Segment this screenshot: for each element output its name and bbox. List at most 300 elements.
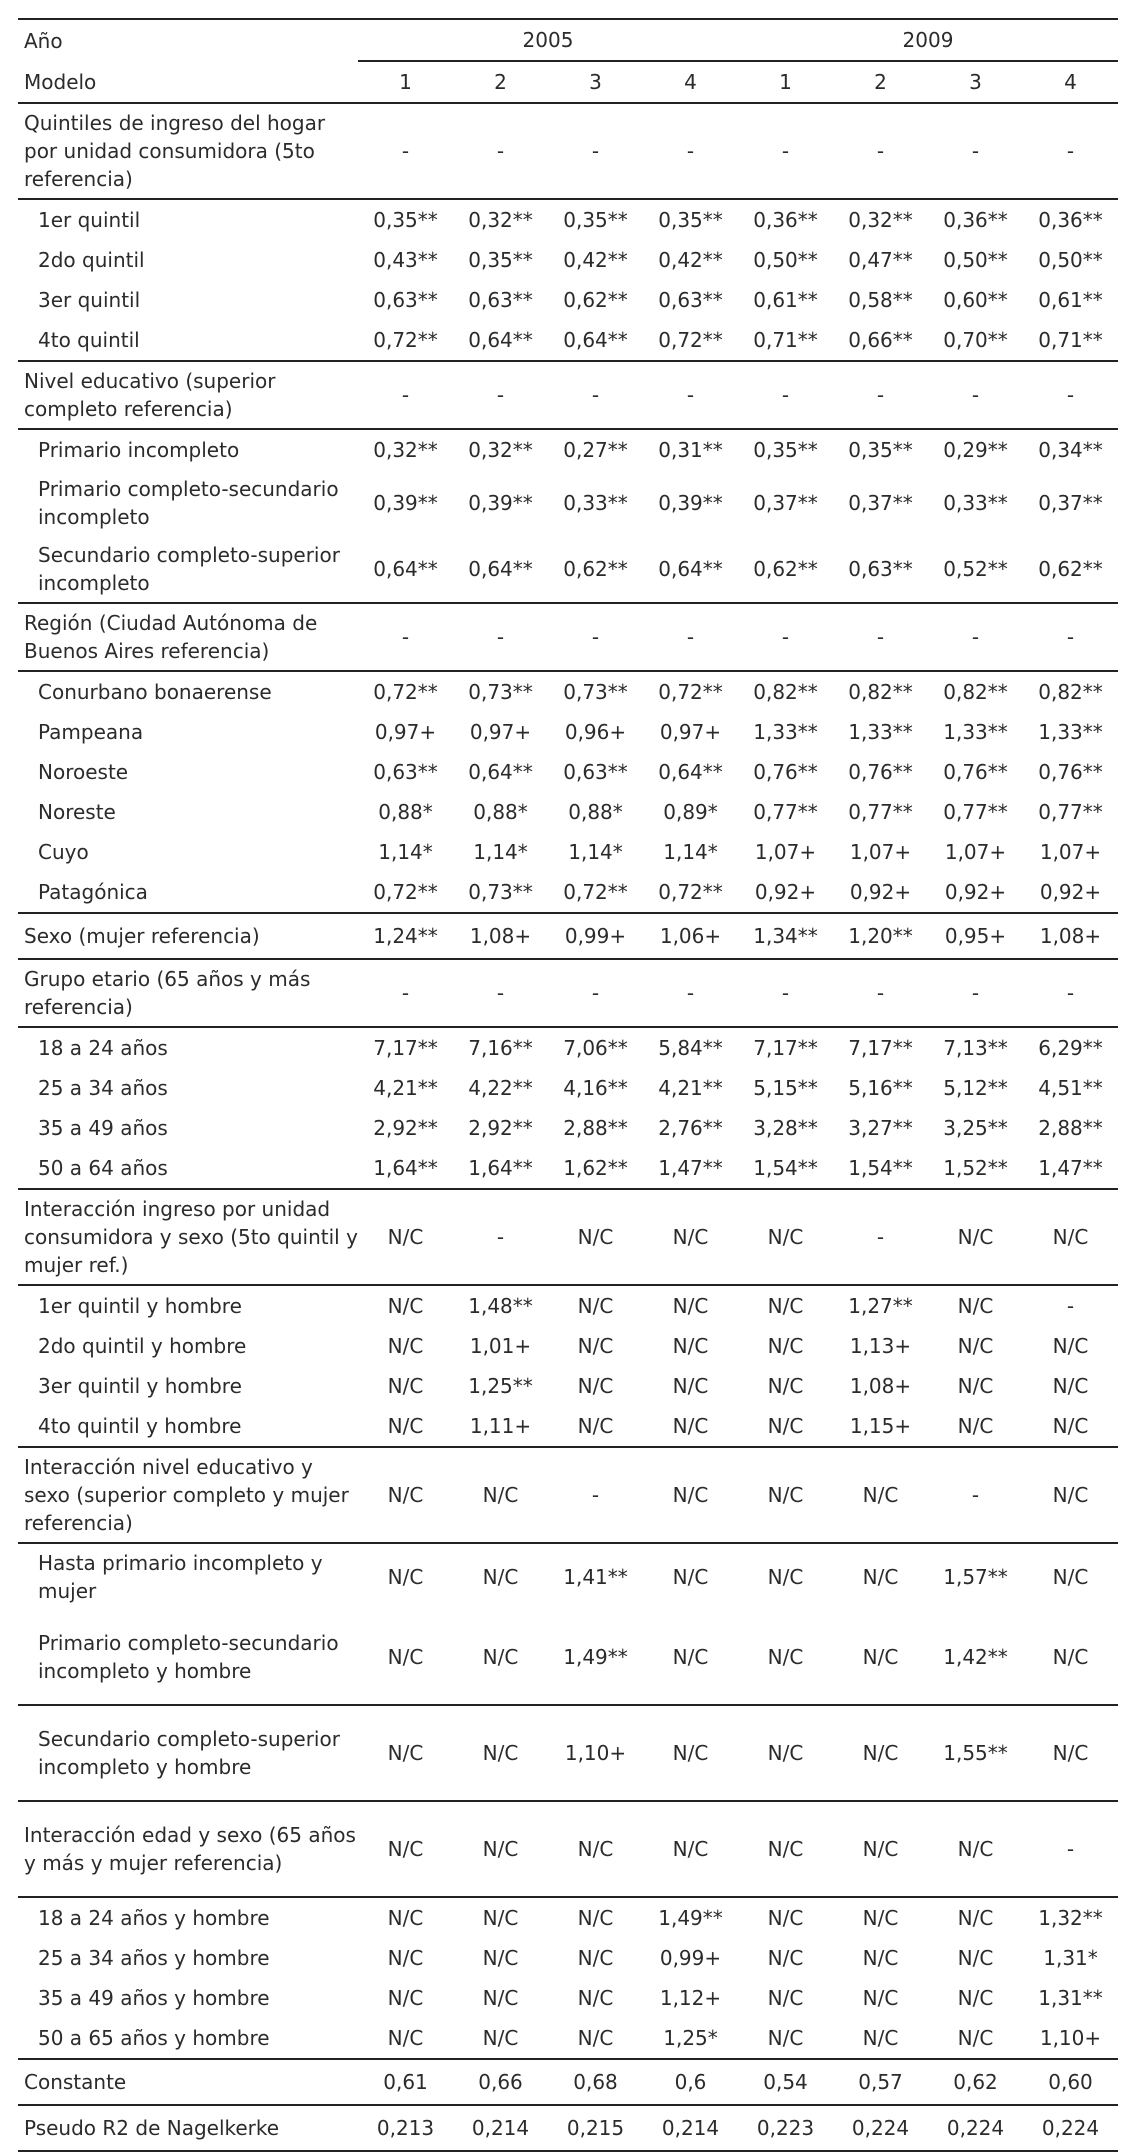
value-cell: 0,35** (373, 208, 438, 232)
table-row (18, 959, 1118, 1027)
value-cell: N/C (928, 1801, 1023, 1897)
value-cell: 3,28** (753, 1116, 818, 1140)
value-cell: 0,36** (753, 208, 818, 232)
value-cell: - (738, 959, 833, 1027)
table-row (18, 1148, 1118, 1189)
row-label: 35 a 49 años y hombre (38, 1986, 270, 2010)
value-cell: 0,77** (753, 800, 818, 824)
value-cell: 0,35** (468, 248, 533, 272)
value-cell: 0,33** (563, 491, 628, 515)
value-cell: - (833, 603, 928, 671)
table-row (18, 872, 1118, 913)
value-cell: N/C (767, 1986, 804, 2010)
value-cell: 1,01+ (469, 1334, 532, 1358)
value-cell: N/C (1023, 1447, 1118, 1543)
value-cell: - (548, 361, 643, 429)
value-cell: N/C (482, 1565, 519, 1589)
value-cell: 5,84** (658, 1036, 723, 1060)
value-cell: 1,49** (658, 1906, 723, 1930)
value-cell: N/C (767, 1906, 804, 1930)
value-cell: 0,60** (943, 288, 1008, 312)
table-row (18, 536, 1118, 603)
value-cell: N/C (928, 2018, 1023, 2059)
value-cell: 2,88** (563, 1116, 628, 1140)
row-label: Noreste (38, 800, 116, 824)
value-cell: 3,27** (848, 1116, 913, 1140)
row-label: 4to quintil y hombre (18, 1406, 358, 1447)
value-cell: N/C (862, 1565, 899, 1589)
table-row (18, 1801, 1118, 1897)
value-cell: 0,214 (453, 2105, 548, 2151)
value-cell: - (358, 103, 453, 199)
value-cell: 0,64** (658, 760, 723, 784)
value-cell: 0,62** (1023, 536, 1118, 603)
value-cell: 1,27** (848, 1294, 913, 1318)
value-cell: N/C (577, 1946, 614, 1970)
value-cell: N/C (672, 1294, 709, 1318)
value-cell: N/C (862, 1906, 899, 1930)
row-label: Interacción ingreso por unidad consumidora y sexo (5to quintil y mujer ref.) (18, 1189, 358, 1285)
value-cell: 1,08+ (849, 1374, 912, 1398)
model-header: 1 (738, 61, 833, 103)
value-cell: 7,16** (468, 1036, 533, 1060)
value-cell: N/C (358, 1447, 453, 1543)
value-cell: 0,35** (753, 438, 818, 462)
value-cell: 1,24** (358, 913, 453, 959)
value-cell: N/C (833, 1705, 928, 1801)
table-row (18, 280, 1118, 320)
value-cell: 0,88* (378, 800, 433, 824)
row-label: 3er quintil y hombre (38, 1374, 242, 1398)
value-cell: 0,63** (658, 288, 723, 312)
year-label: Año (18, 19, 358, 61)
value-cell: N/C (738, 1447, 833, 1543)
row-label: Secundario completo-superior incompleto y hombre (18, 1705, 358, 1801)
value-cell: N/C (833, 1447, 928, 1543)
value-cell: N/C (358, 1189, 453, 1285)
value-cell: N/C (738, 1801, 833, 1897)
value-cell: N/C (643, 1406, 738, 1447)
value-cell: - (1066, 1294, 1075, 1318)
value-cell: N/C (577, 1294, 614, 1318)
value-cell: 0,47** (848, 248, 913, 272)
value-cell: N/C (738, 1189, 833, 1285)
row-label: 2do quintil y hombre (38, 1334, 247, 1358)
value-cell: 0,72** (373, 680, 438, 704)
value-cell: 0,64** (643, 536, 738, 603)
value-cell: N/C (548, 2018, 643, 2059)
value-cell: N/C (358, 1610, 453, 1705)
value-cell: 0,73** (453, 872, 548, 913)
table-row (18, 1027, 1118, 1068)
value-cell: 1,07+ (1039, 840, 1102, 864)
value-cell: 1,54** (738, 1148, 833, 1189)
model-label: Modelo (18, 61, 358, 103)
value-cell: 0,77** (1038, 800, 1103, 824)
value-cell: N/C (672, 1565, 709, 1589)
table-row (18, 429, 1118, 470)
value-cell: 1,06+ (643, 913, 738, 959)
row-label: Interacción edad y sexo (65 años y más y mujer referencia) (18, 1801, 358, 1897)
row-label: 35 a 49 años (38, 1116, 168, 1140)
value-cell: 0,68 (548, 2059, 643, 2105)
value-cell: 0,63** (373, 288, 438, 312)
value-cell: 5,16** (848, 1076, 913, 1100)
value-cell: N/C (862, 1986, 899, 2010)
value-cell: N/C (928, 1406, 1023, 1447)
header-row-years (18, 19, 1118, 61)
value-cell: 0,77** (943, 800, 1008, 824)
value-cell: N/C (957, 1294, 994, 1318)
table-row (18, 1326, 1118, 1366)
model-header: 4 (643, 61, 738, 103)
value-cell: 1,08+ (453, 913, 548, 959)
value-cell: 1,33** (848, 720, 913, 744)
value-cell: N/C (1023, 1406, 1118, 1447)
value-cell: 0,64** (453, 536, 548, 603)
value-cell: N/C (387, 1986, 424, 2010)
value-cell: 1,10+ (1023, 2018, 1118, 2059)
value-cell: 0,35** (658, 208, 723, 232)
value-cell: 0,92+ (833, 872, 928, 913)
value-cell: N/C (577, 1906, 614, 1930)
value-cell: - (643, 103, 738, 199)
row-label: Conurbano bonaerense (38, 680, 272, 704)
value-cell: 2,88** (1038, 1116, 1103, 1140)
value-cell: 1,64** (358, 1148, 453, 1189)
row-label: Nivel educativo (superior completo referencia) (18, 361, 358, 429)
value-cell: 0,63** (563, 760, 628, 784)
table-row (18, 361, 1118, 429)
table-row (18, 603, 1118, 671)
value-cell: 0,66 (453, 2059, 548, 2105)
row-label: Patagónica (18, 872, 358, 913)
row-label: 50 a 64 años (18, 1148, 358, 1189)
value-cell: - (833, 103, 928, 199)
value-cell: 4,21** (373, 1076, 438, 1100)
value-cell: 1,33** (943, 720, 1008, 744)
value-cell: 7,06** (563, 1036, 628, 1060)
value-cell: - (1023, 1801, 1118, 1897)
value-cell: N/C (1052, 1374, 1089, 1398)
value-cell: - (453, 603, 548, 671)
value-cell: 1,07+ (754, 840, 817, 864)
value-cell: 1,25** (468, 1374, 533, 1398)
value-cell: N/C (738, 2018, 833, 2059)
value-cell: N/C (957, 1946, 994, 1970)
value-cell: 0,82** (753, 680, 818, 704)
row-label: 18 a 24 años (38, 1036, 168, 1060)
value-cell: N/C (957, 1906, 994, 1930)
value-cell: N/C (767, 1374, 804, 1398)
value-cell: - (548, 1447, 643, 1543)
table-row (18, 320, 1118, 361)
value-cell: 0,43** (373, 248, 438, 272)
table-row (18, 913, 1118, 959)
value-cell: N/C (767, 1946, 804, 1970)
value-cell: 2,92** (373, 1116, 438, 1140)
value-cell: 0,214 (643, 2105, 738, 2151)
value-cell: 1,41** (563, 1565, 628, 1589)
value-cell: 0,97+ (659, 720, 722, 744)
value-cell: - (548, 603, 643, 671)
value-cell: 0,42** (563, 248, 628, 272)
value-cell: N/C (358, 1406, 453, 1447)
value-cell: 0,39** (468, 491, 533, 515)
value-cell: 1,11+ (453, 1406, 548, 1447)
value-cell: N/C (1052, 1565, 1089, 1589)
table-row (18, 1406, 1118, 1447)
value-cell: 0,50** (753, 248, 818, 272)
value-cell: 0,215 (548, 2105, 643, 2151)
value-cell: N/C (482, 1906, 519, 1930)
value-cell: 0,62** (563, 288, 628, 312)
value-cell: N/C (577, 1986, 614, 2010)
value-cell: N/C (738, 1610, 833, 1705)
table-row (18, 1543, 1118, 1610)
value-cell: 1,33** (1038, 720, 1103, 744)
table-row (18, 2059, 1118, 2105)
value-cell: 0,99+ (659, 1946, 722, 1970)
value-cell: N/C (577, 1334, 614, 1358)
value-cell: - (928, 103, 1023, 199)
value-cell: N/C (643, 1705, 738, 1801)
value-cell: - (833, 361, 928, 429)
table-row (18, 2018, 1118, 2059)
value-cell: N/C (1023, 1610, 1118, 1705)
value-cell: 0,36** (1038, 208, 1103, 232)
value-cell: N/C (767, 1565, 804, 1589)
value-cell: N/C (957, 1334, 994, 1358)
value-cell: - (453, 1189, 548, 1285)
value-cell: - (548, 103, 643, 199)
value-cell: 0,71** (738, 320, 833, 361)
value-cell: 7,13** (943, 1036, 1008, 1060)
table-row (18, 240, 1118, 280)
value-cell: 0,73** (468, 680, 533, 704)
value-cell: 0,63** (468, 288, 533, 312)
value-cell: 0,42** (658, 248, 723, 272)
value-cell: 1,55** (928, 1705, 1023, 1801)
regression-table (18, 18, 1118, 2152)
value-cell: 0,61** (753, 288, 818, 312)
value-cell: N/C (643, 1189, 738, 1285)
row-label: 4to quintil (18, 320, 358, 361)
value-cell: N/C (387, 1334, 424, 1358)
value-cell: 1,15+ (833, 1406, 928, 1447)
value-cell: 1,47** (643, 1148, 738, 1189)
value-cell: 0,82** (1038, 680, 1103, 704)
value-cell: N/C (833, 1610, 928, 1705)
value-cell: - (928, 959, 1023, 1027)
value-cell: 7,17** (753, 1036, 818, 1060)
value-cell: N/C (358, 2018, 453, 2059)
value-cell: - (643, 361, 738, 429)
value-cell: 0,72** (358, 320, 453, 361)
value-cell: N/C (387, 1565, 424, 1589)
value-cell: 0,37** (1038, 491, 1103, 515)
value-cell: 1,14* (473, 840, 528, 864)
value-cell: 1,08+ (1023, 913, 1118, 959)
table-row (18, 103, 1118, 199)
row-label: Hasta primario incompleto y mujer (38, 1551, 323, 1603)
value-cell: N/C (672, 1334, 709, 1358)
table-row (18, 1897, 1118, 1938)
value-cell: 1,31* (1043, 1946, 1098, 1970)
value-cell: 1,14* (568, 840, 623, 864)
row-label: 25 a 34 años (38, 1076, 168, 1100)
value-cell: 0,63** (373, 760, 438, 784)
value-cell: 0,27** (563, 438, 628, 462)
value-cell: - (1023, 959, 1118, 1027)
value-cell: N/C (672, 1374, 709, 1398)
table-row (18, 1108, 1118, 1148)
value-cell: 0,89* (663, 800, 718, 824)
value-cell: 1,14* (378, 840, 433, 864)
value-cell: 0,37** (753, 491, 818, 515)
value-cell: N/C (1023, 1705, 1118, 1801)
value-cell: 0,224 (833, 2105, 928, 2151)
value-cell: 0,77** (848, 800, 913, 824)
model-header: 3 (548, 61, 643, 103)
table-row (18, 1366, 1118, 1406)
model-header: 3 (928, 61, 1023, 103)
table-row (18, 1285, 1118, 1326)
value-cell: 1,48** (468, 1294, 533, 1318)
value-cell: N/C (387, 1294, 424, 1318)
value-cell: 1,62** (548, 1148, 643, 1189)
value-cell: N/C (453, 1610, 548, 1705)
value-cell: 0,97+ (374, 720, 437, 744)
value-cell: 0,32** (468, 438, 533, 462)
value-cell: 0,52** (928, 536, 1023, 603)
value-cell: 0,61** (1038, 288, 1103, 312)
value-cell: 0,92+ (738, 872, 833, 913)
value-cell: N/C (738, 1406, 833, 1447)
value-cell: 5,15** (753, 1076, 818, 1100)
value-cell: 0,29** (943, 438, 1008, 462)
value-cell: N/C (957, 1986, 994, 2010)
value-cell: 0,60 (1023, 2059, 1118, 2105)
value-cell: 0,92+ (928, 872, 1023, 913)
row-label: Primario completo-secundario incompleto y hombre (18, 1610, 358, 1705)
value-cell: 0,72** (358, 872, 453, 913)
table-row (18, 199, 1118, 240)
value-cell: N/C (387, 1906, 424, 1930)
table-row (18, 1978, 1118, 2018)
row-label: 3er quintil (38, 288, 141, 312)
table-row (18, 1610, 1118, 1705)
value-cell: 0,32** (373, 438, 438, 462)
value-cell: 0,6 (643, 2059, 738, 2105)
value-cell: 0,62 (928, 2059, 1023, 2105)
value-cell: - (833, 959, 928, 1027)
value-cell: 0,36** (943, 208, 1008, 232)
row-label: 25 a 34 años y hombre (38, 1946, 270, 1970)
row-label: Secundario completo-superior incompleto (18, 536, 358, 603)
value-cell: 4,16** (563, 1076, 628, 1100)
value-cell: 1,31** (1038, 1986, 1103, 2010)
value-cell: 0,37** (848, 491, 913, 515)
value-cell: 1,20** (833, 913, 928, 959)
value-cell: - (643, 959, 738, 1027)
value-cell: - (1023, 103, 1118, 199)
table-row (18, 832, 1118, 872)
value-cell: 0,72** (658, 680, 723, 704)
value-cell: 1,25* (643, 2018, 738, 2059)
value-cell: 0,213 (358, 2105, 453, 2151)
value-cell: 0,96+ (564, 720, 627, 744)
value-cell: N/C (643, 1801, 738, 1897)
value-cell: 4,21** (658, 1076, 723, 1100)
value-cell: N/C (453, 1801, 548, 1897)
value-cell: 0,64** (453, 320, 548, 361)
value-cell: - (358, 959, 453, 1027)
value-cell: 1,49** (548, 1610, 643, 1705)
value-cell: 1,52** (928, 1148, 1023, 1189)
value-cell: 0,63** (833, 536, 928, 603)
value-cell: 0,82** (848, 680, 913, 704)
value-cell: N/C (387, 1374, 424, 1398)
year-2009: 2009 (738, 19, 1118, 61)
value-cell: - (1023, 603, 1118, 671)
value-cell: 0,97+ (469, 720, 532, 744)
value-cell: N/C (453, 2018, 548, 2059)
value-cell: 0,32** (468, 208, 533, 232)
row-label: Grupo etario (65 años y más referencia) (18, 959, 358, 1027)
model-header: 1 (358, 61, 453, 103)
value-cell: 0,88* (473, 800, 528, 824)
model-header: 2 (453, 61, 548, 103)
value-cell: N/C (643, 1610, 738, 1705)
value-cell: 0,58** (848, 288, 913, 312)
value-cell: N/C (1052, 1334, 1089, 1358)
year-2005: 2005 (358, 19, 738, 61)
table-body (18, 103, 1118, 2151)
value-cell: 0,223 (738, 2105, 833, 2151)
row-label: Interacción nivel educativo y sexo (superior completo y mujer referencia) (18, 1447, 358, 1543)
table-row (18, 712, 1118, 752)
value-cell: 0,72** (548, 872, 643, 913)
value-cell: - (738, 603, 833, 671)
value-cell: 1,57** (943, 1565, 1008, 1589)
value-cell: - (453, 103, 548, 199)
value-cell: 1,07+ (849, 840, 912, 864)
value-cell: 0,70** (928, 320, 1023, 361)
value-cell: - (548, 959, 643, 1027)
value-cell: N/C (833, 2018, 928, 2059)
table-row (18, 1189, 1118, 1285)
value-cell: 0,50** (943, 248, 1008, 272)
value-cell: N/C (548, 1189, 643, 1285)
value-cell: 3,25** (943, 1116, 1008, 1140)
value-cell: N/C (358, 1705, 453, 1801)
row-label: Sexo (mujer referencia) (18, 913, 358, 959)
value-cell: 0,72** (643, 320, 738, 361)
value-cell: N/C (387, 1946, 424, 1970)
header-row-models (18, 61, 1118, 103)
table-row (18, 752, 1118, 792)
value-cell: - (833, 1189, 928, 1285)
value-cell: 1,64** (453, 1148, 548, 1189)
value-cell: 2,92** (468, 1116, 533, 1140)
row-label: Región (Ciudad Autónoma de Buenos Aires referencia) (18, 603, 358, 671)
value-cell: N/C (862, 1946, 899, 1970)
row-label: Primario incompleto (38, 438, 240, 462)
value-cell: N/C (453, 1447, 548, 1543)
value-cell: - (453, 361, 548, 429)
value-cell: N/C (767, 1334, 804, 1358)
